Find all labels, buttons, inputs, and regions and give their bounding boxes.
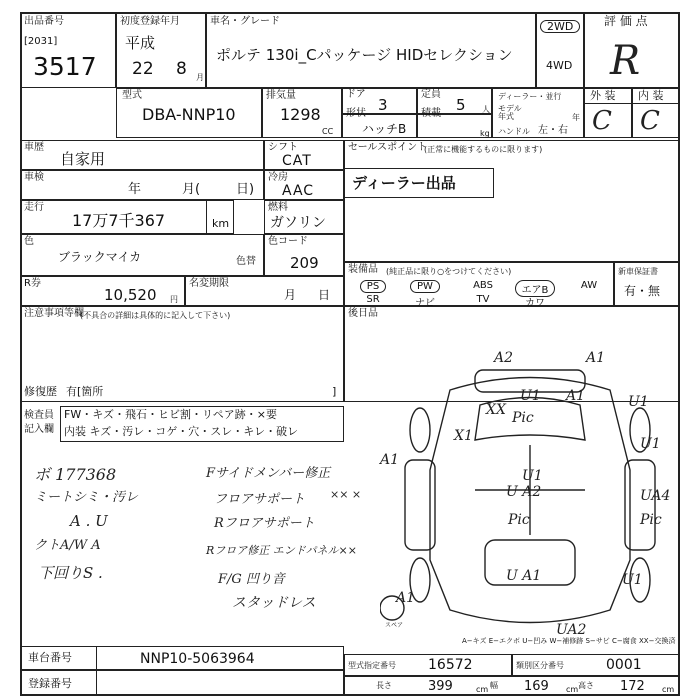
diagram-mark: U A1 (506, 568, 542, 584)
lot-number: 3517 (33, 52, 97, 81)
lot-code: [2031] (24, 36, 58, 47)
recycle-box (20, 276, 185, 306)
era: 平成 (125, 34, 156, 52)
equipment-item: SR (366, 294, 380, 305)
sales-label: セールスポイント (348, 142, 428, 153)
disp-value: 1298 (280, 105, 321, 124)
inspection-day: 日) (236, 182, 255, 197)
aircon-value: AAC (282, 183, 315, 199)
diagram-mark: XX (486, 402, 506, 418)
diagram-mark: A1 (566, 388, 586, 404)
shift-label: シフト (268, 142, 298, 153)
dealer-badge-text: ディーラー出品 (352, 174, 456, 192)
diagram-mark: X1 (454, 428, 473, 444)
height-value: 172 (620, 679, 645, 694)
recycle-label: R券 (24, 278, 41, 289)
mileage-unit: km (212, 217, 230, 230)
diagram-mark: U1 (622, 572, 643, 588)
handwritten-note: ×× × (330, 488, 362, 501)
inspector-label1: 検査員 (24, 410, 54, 421)
interior-value: C (640, 106, 660, 136)
fuel-value: ガソリン (270, 215, 326, 231)
inspection-label: 車検 (24, 172, 44, 183)
diagram-mark: U1 (522, 468, 543, 484)
category-value: 0001 (606, 657, 642, 673)
diagram-mark: Pic (508, 512, 530, 528)
type-no-value: 16572 (428, 657, 473, 673)
lot-label: 出品番号 (24, 16, 64, 27)
handwritten-note: ミートシミ・汚レ (34, 490, 139, 505)
drive-4wd: 4WD (546, 59, 573, 72)
handwritten-note: フロアサポート (214, 492, 306, 507)
height-unit: cm (662, 685, 675, 694)
diagram-mark: A1 (396, 590, 416, 606)
title-change-day: 日 (318, 288, 331, 302)
color-label: 色 (24, 236, 34, 247)
title-change-month: 月 (284, 288, 297, 302)
diagram-mark: A2 (494, 350, 514, 366)
diagram-mark: U1 (628, 394, 649, 410)
doors-value: 3 (378, 96, 388, 114)
inspector-line2: 内装 キズ・汚レ・コゲ・穴・スレ・キレ・破レ (64, 425, 299, 438)
equipment-item: ABS (473, 280, 493, 291)
width-value: 169 (524, 679, 549, 694)
category-label: 類別区分番号 (516, 661, 564, 670)
recycle-unit: 円 (170, 295, 178, 304)
model-year-label: モデル年式 (498, 104, 522, 121)
handwritten-note: 下回りS . (38, 564, 103, 582)
warranty-label: 新車保証書 (618, 267, 658, 276)
dealer-label: ディーラー・並行 (498, 92, 562, 101)
chassis-label: 車台番号 (28, 651, 72, 664)
color-value: ブラックマイカ (58, 250, 142, 264)
color-box (20, 234, 264, 276)
capacity-unit: 人 (482, 105, 490, 114)
handle-value: 左・右 (538, 125, 568, 136)
diagram-mark: U1 (520, 388, 541, 404)
exterior-label: 外 装 (590, 89, 616, 102)
car-name-label: 車名・グレード (210, 16, 280, 27)
handwritten-note: F/G 凹り音 (218, 572, 285, 587)
handwritten-note: A . U (70, 512, 108, 530)
doors-label: ドア (346, 89, 366, 100)
color-code-value: 209 (290, 254, 319, 272)
length-value: 399 (428, 679, 453, 694)
inspection-year: 年 (128, 182, 142, 197)
capacity-label: 定員 (421, 89, 441, 100)
length-unit: cm (476, 685, 489, 694)
shape-value: ハッチB (362, 122, 407, 136)
width-label: 幅 (490, 681, 498, 690)
mileage-label: 走行 (24, 202, 44, 213)
after-label: 後日品 (348, 308, 378, 319)
reg-label: 登録番号 (28, 677, 72, 690)
equipment-item: PW (402, 280, 448, 293)
equipment-label: 装備品 (348, 264, 378, 275)
warranty-value: 有・無 (624, 284, 661, 298)
repair-label: 修復歴 (24, 385, 57, 398)
equipment-item: PS (350, 280, 396, 293)
height-label: 高さ (578, 681, 594, 690)
diagram-mark: U A2 (506, 484, 542, 500)
reg-month-unit: 月 (196, 73, 204, 82)
handwritten-note: Fサイドメンバー修正 (206, 466, 331, 481)
handwritten-note: Rフロアサポート (214, 516, 315, 531)
equipment-item: ナビ (415, 298, 435, 309)
diagram-mark: Pic (512, 410, 534, 426)
usage-label: 車歴 (24, 142, 44, 153)
car-name: ポルテ 130i_Cパッケージ HIDセレクション (216, 46, 513, 64)
width-unit: cm (566, 685, 579, 694)
chassis-value: NNP10-5063964 (140, 651, 255, 667)
repair-close: ] (332, 385, 337, 398)
disp-unit: CC (322, 127, 334, 136)
grade-label: 評 価 点 (604, 14, 648, 28)
title-change-label: 名変期限 (189, 278, 229, 289)
damage-legend: A−キズ E−エクボ U−凹み W−補修跡 S−サビ C−腐食 XX−交換済 (462, 637, 676, 645)
equipment-item: エアB (512, 280, 558, 297)
length-label: 長さ (376, 681, 392, 690)
drive-2wd: 2WD (540, 20, 580, 33)
diagram-mark: U1 (640, 436, 661, 452)
mileage-value: 17万7千367 (72, 211, 166, 230)
inspection-month: 月( (182, 182, 201, 197)
first-reg-label: 初度登録年月 (120, 16, 180, 27)
handwritten-note: ボ 177368 (34, 465, 117, 484)
shape-label: 形状 (346, 108, 366, 119)
diagram-mark: UA2 (556, 622, 587, 638)
type-no-label: 型式指定番号 (348, 661, 396, 670)
reg-month: 8 (176, 59, 187, 79)
load-unit: kg (480, 129, 490, 138)
model-label: 型式 (122, 90, 142, 101)
usage-value: 自家用 (60, 150, 106, 168)
equipment-item: TV (476, 294, 490, 305)
diagram-mark: UA4 (640, 488, 671, 504)
load-label: 積載 (421, 108, 441, 119)
notes-sub: (不具合の詳細は具体的に記入して下さい) (80, 311, 231, 320)
inspection-box (20, 170, 264, 200)
diagram-mark: A1 (380, 452, 400, 468)
diagram-mark: A1 (586, 350, 606, 366)
exterior-value: C (592, 106, 612, 136)
spare-label: スペア (385, 622, 404, 629)
repair-value: 有[箇所 (66, 385, 104, 398)
interior-label: 内 装 (638, 89, 664, 102)
shift-value: CAT (282, 153, 312, 169)
handwritten-note: スタッドレス (232, 595, 316, 611)
diagram-mark: Pic (640, 512, 662, 528)
inspector-label2: 記入欄 (24, 424, 54, 435)
equipment-item: AW (580, 280, 598, 291)
handwritten-note: クトA/W A (34, 538, 101, 553)
aircon-label: 冷房 (268, 172, 288, 183)
notes-label: 注意事項等欄 (24, 308, 84, 319)
disp-label: 排気量 (266, 90, 296, 101)
inspector-line1: FW・キズ・飛石・ヒビ割・リペア跡・×要 (64, 408, 277, 421)
fuel-label: 燃料 (268, 202, 288, 213)
capacity-value: 5 (456, 96, 466, 114)
equipment-item: カワ (525, 298, 545, 309)
reg-year: 22 (132, 59, 154, 79)
model-value: DBA-NNP10 (142, 105, 236, 124)
sales-box (344, 140, 680, 262)
grade-value: R (610, 38, 641, 84)
equipment-note: (純正品に限り○をつけてください) (386, 267, 512, 276)
color-change-label: 色替 (236, 256, 256, 267)
sales-note: (正常に機能するものに限ります) (424, 145, 543, 154)
handle-label: ハンドル (498, 127, 530, 136)
usage-box (20, 140, 264, 170)
model-year-unit: 年 (572, 113, 580, 122)
color-code-label: 色コード (268, 236, 308, 247)
handwritten-note: Rフロア修正 エンドパネル×× (206, 544, 357, 557)
recycle-value: 10,520 (104, 286, 157, 304)
